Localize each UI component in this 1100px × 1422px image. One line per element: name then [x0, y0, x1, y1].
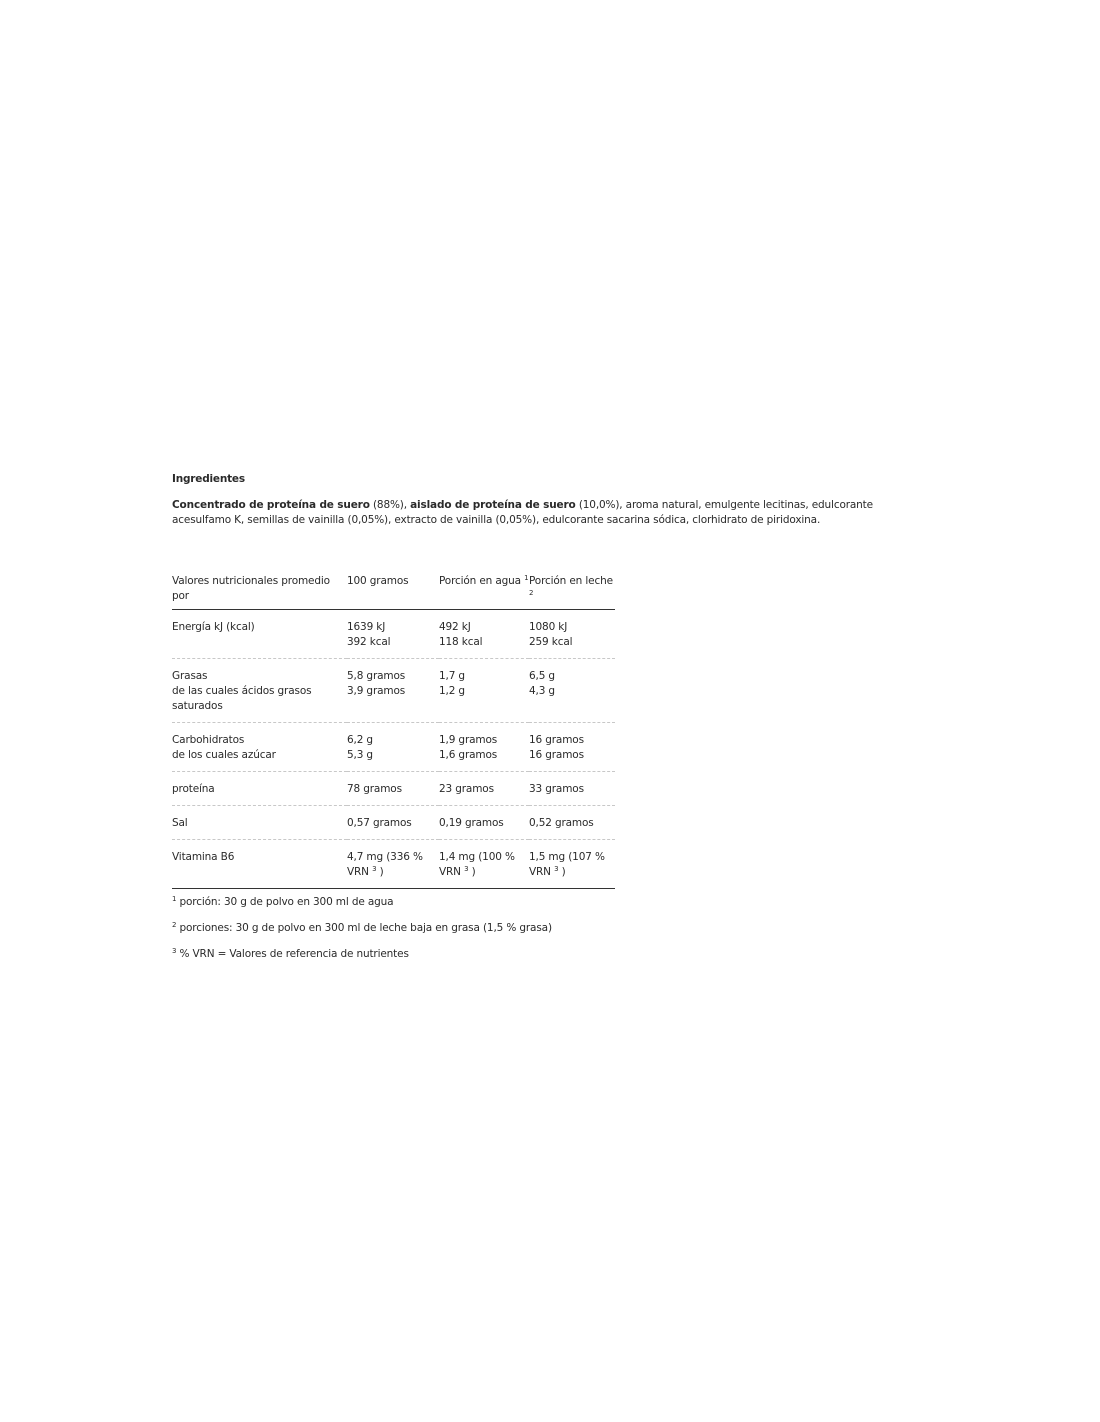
cell-100g: 4,7 mg (336 % VRN $^3$ ) — [347, 840, 439, 889]
ingredient-bold-3: aislado de proteína de suero — [410, 499, 576, 511]
cell-100g: 1639 kJ 392 kcal — [347, 610, 439, 659]
cell-water: 23 gramos — [439, 772, 529, 806]
footnote-ref-1: 1 — [524, 574, 529, 582]
table-row-carbs — [172, 723, 615, 772]
cell-milk: 0,52 gramos — [529, 806, 615, 840]
table-row-salt — [172, 806, 615, 840]
cell-100g: 6,2 g 5,3 g — [347, 723, 439, 772]
footnote-1: $^1$ porción: 30 g de polvo en 300 ml de agua — [172, 895, 394, 908]
product-info — [172, 472, 932, 960]
footnote-ref-2: 2 — [529, 589, 534, 597]
header-portion-water: Porción en agua $^1$ — [439, 573, 529, 610]
ingredients-heading: Ingredientes — [172, 473, 245, 485]
ingredient-text-4: (10,0%), aroma natural, emulgente lecitinas, edulcorante acesulfamo K, semillas de vainilla (0,05%), extracto de vainilla (0,05%), edulcorante sacarina sódica, clorhidrato de piridoxina. — [172, 499, 873, 526]
row-label: Vitamina B6 — [172, 840, 347, 889]
cell-100g: 5,8 gramos 3,9 gramos — [347, 659, 439, 723]
header-nutrient: Valores nutricionales promedio por — [172, 573, 347, 610]
row-label: Grasas de las cuales ácidos grasos saturados — [172, 659, 347, 723]
cell-100g: 78 gramos — [347, 772, 439, 806]
table-row-vitamin-b6 — [172, 840, 615, 889]
footnote-2: $^2$ porciones: 30 g de polvo en 300 ml de leche baja en grasa (1,5 % grasa) — [172, 921, 552, 934]
footnote-ref-3: 3 — [372, 865, 377, 873]
cell-milk: 33 gramos — [529, 772, 615, 806]
ingredient-text-2: (88%), — [369, 499, 411, 511]
cell-water: 492 kJ 118 kcal — [439, 610, 529, 659]
row-label: Sal — [172, 806, 347, 840]
footnotes — [172, 895, 772, 973]
ingredients-text — [172, 498, 932, 528]
footnote-3: $^3$ % VRN = Valores de referencia de nutrientes — [172, 947, 409, 960]
cell-water: 1,7 g 1,2 g — [439, 659, 529, 723]
table-row-fats — [172, 659, 615, 723]
table-header-row — [172, 573, 615, 610]
cell-water: 1,9 gramos 1,6 gramos — [439, 723, 529, 772]
cell-100g: 0,57 gramos — [347, 806, 439, 840]
cell-milk: 1,5 mg (107 % VRN $^3$ ) — [529, 840, 615, 889]
ingredient-bold-1: Concentrado de proteína de suero — [172, 499, 370, 511]
table-row-protein — [172, 772, 615, 806]
cell-water: 0,19 gramos — [439, 806, 529, 840]
row-label: Carbohidratos de los cuales azúcar — [172, 723, 347, 772]
cell-milk: 16 gramos 16 gramos — [529, 723, 615, 772]
cell-milk: 6,5 g 4,3 g — [529, 659, 615, 723]
header-100g: 100 gramos — [347, 573, 439, 610]
footnote-ref-3: 3 — [554, 865, 559, 873]
header-portion-milk: Porción en leche $^2$ — [529, 573, 615, 610]
footnote-ref-3: 3 — [464, 865, 469, 873]
cell-milk: 1080 kJ 259 kcal — [529, 610, 615, 659]
row-label: Energía kJ (kcal) — [172, 610, 347, 659]
row-label: proteína — [172, 772, 347, 806]
cell-water: 1,4 mg (100 % VRN $^3$ ) — [439, 840, 529, 889]
table-row-energy — [172, 610, 615, 659]
nutrition-table — [172, 573, 615, 889]
